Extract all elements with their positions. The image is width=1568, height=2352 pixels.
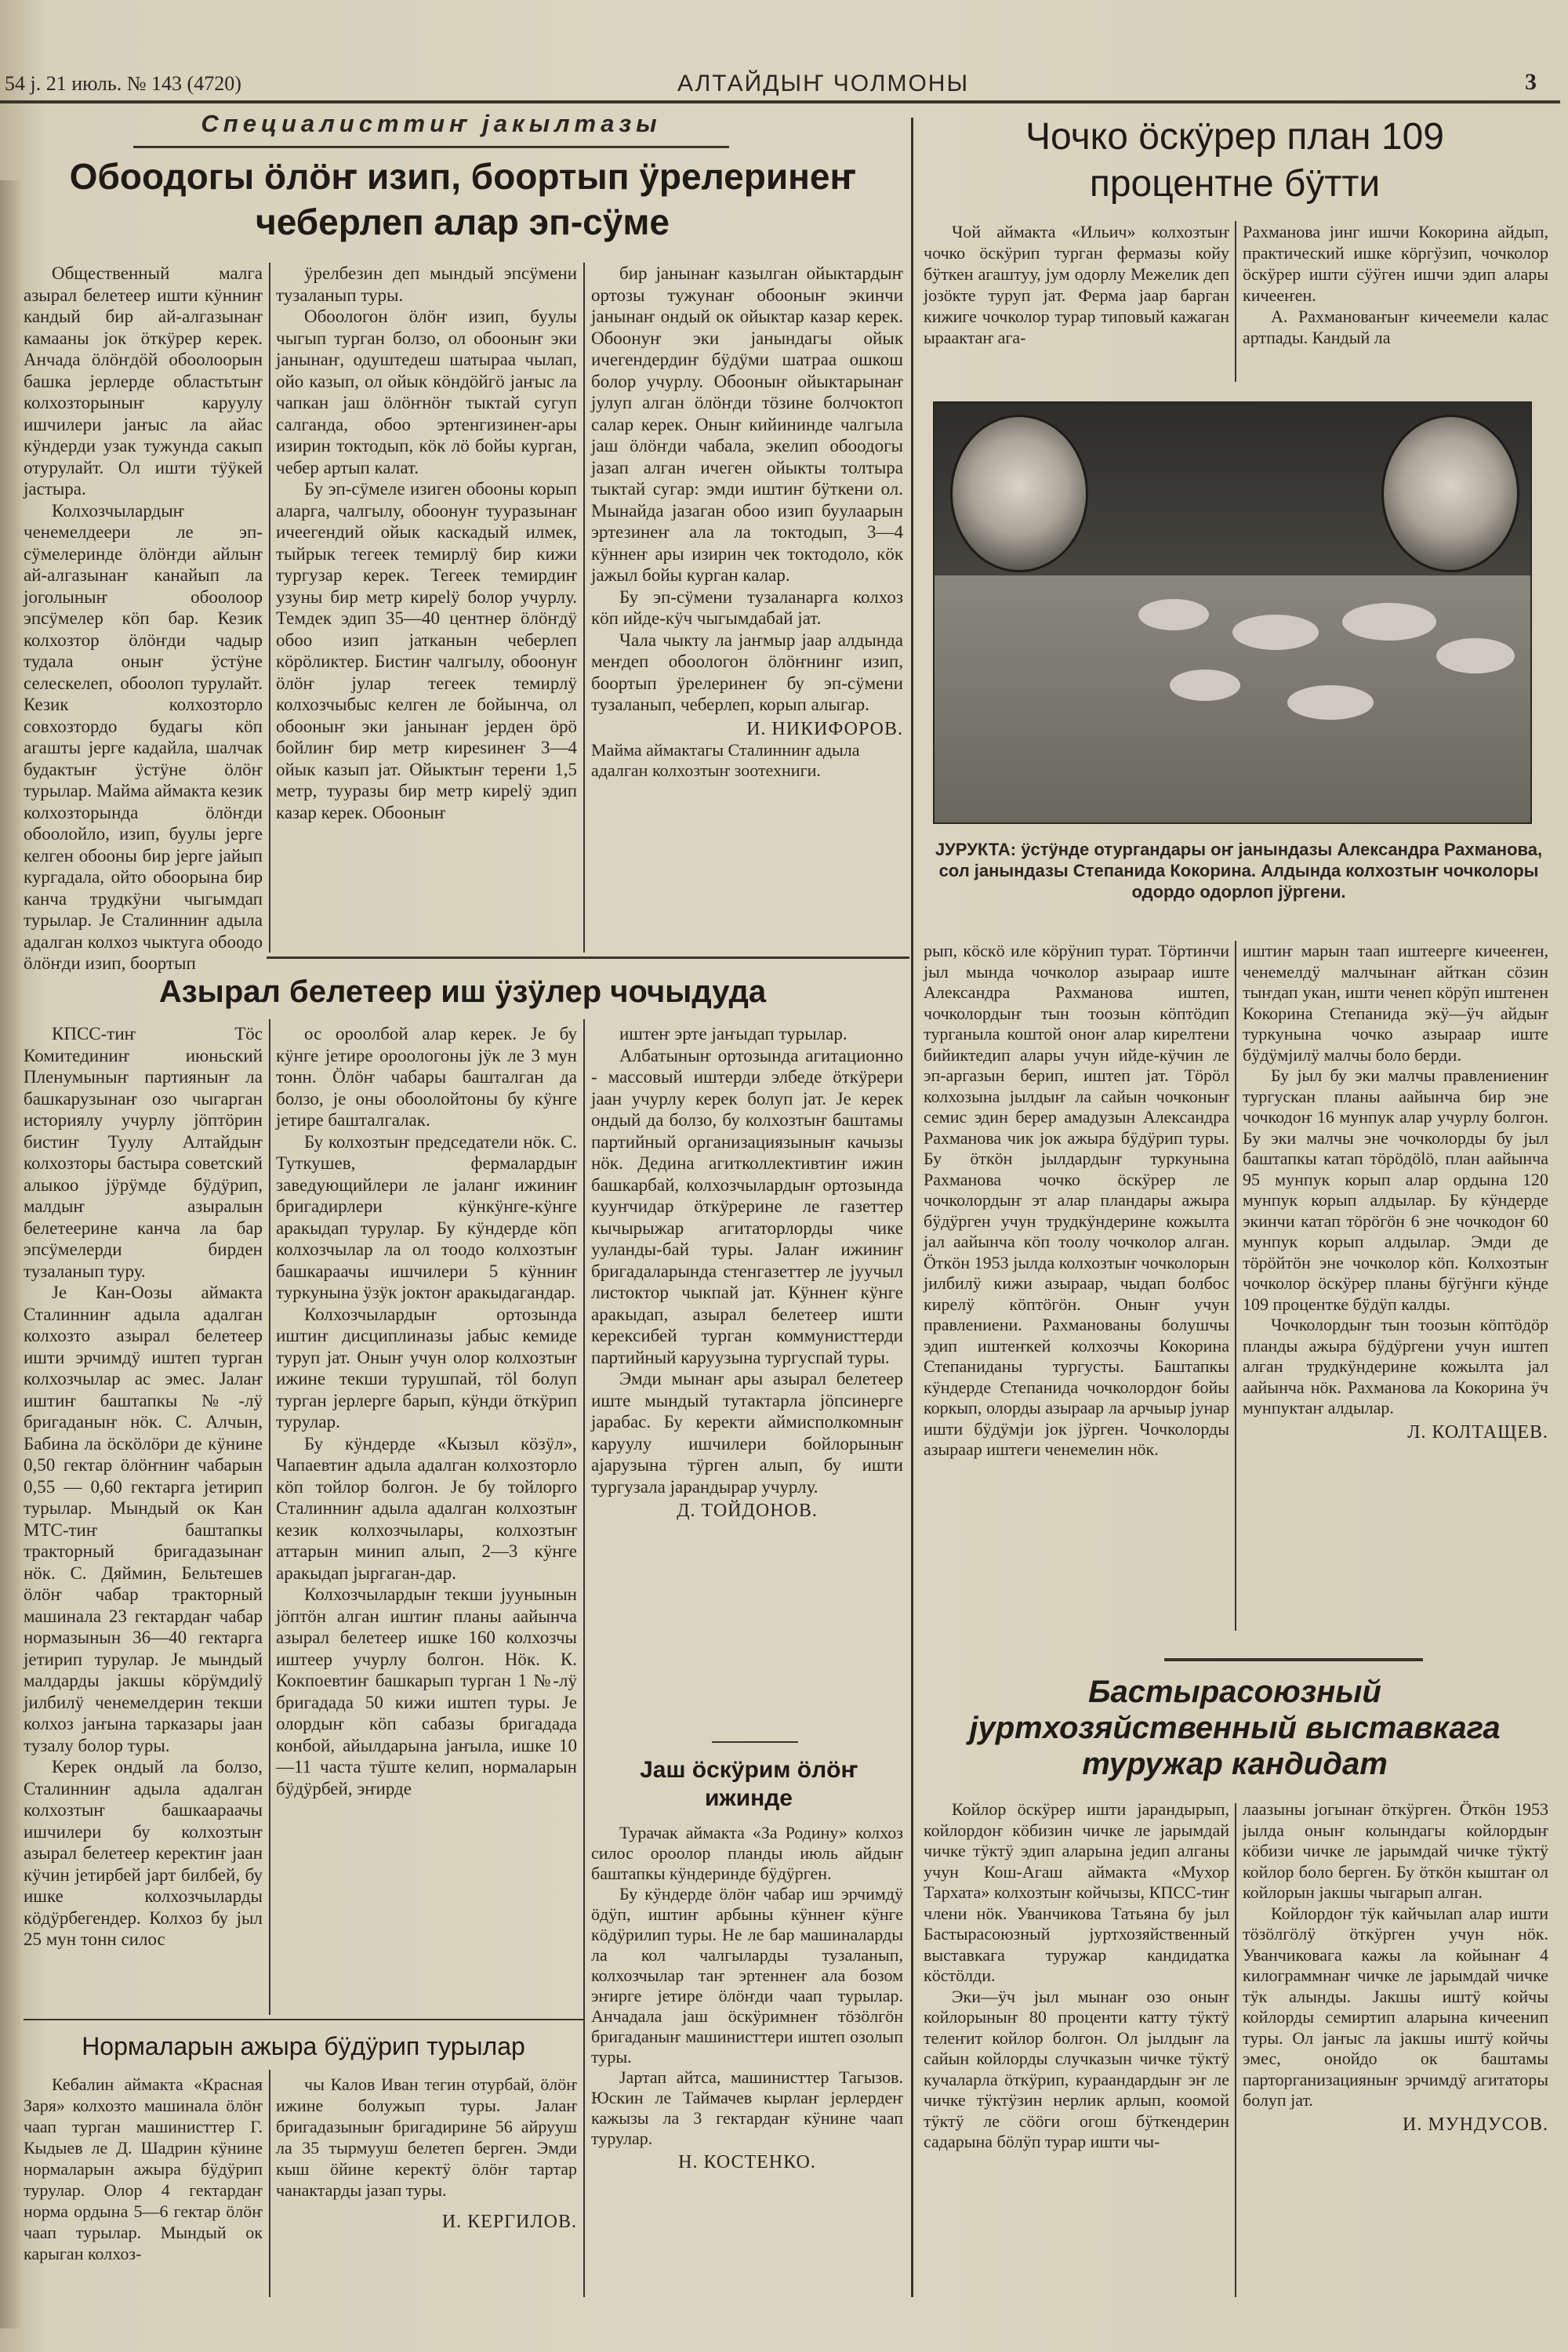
article6-signature: И. МУНДУСОВ. (1403, 2114, 1548, 2135)
paper-name: АЛТАЙДЫҤ ЧОЛМОНЫ (677, 71, 970, 96)
column-rule-a5-bottom (1235, 941, 1236, 1631)
paragraph: КПСС-тиҥ Тӧс Комитединиҥ июньский Пленумыныҥ партияныҥ ла башкарузынаҥ озо чыгарган историялу учурлу јӧптӧрин бистиҥ Туулу Алтайдыҥ колхозторы бастыра советский алыкоо јӱрӱмде бӱдӱрип, малдыҥ азыралын белетеерине канча ла бар эпсӱмелерди бирден тузаланып туру. (24, 1024, 263, 1281)
paragraph: иштеҥ эрте јаҥыдап турылар. (619, 1024, 848, 1044)
paragraph: бир јанынаҥ казылган ойыктардыҥ ортозы тужунаҥ обооныҥ экинчи јанынаҥ ондый ок ойыктар казар керек. Обоонуҥ эки јанындагы ойык ичегендердиҥ бӱдӱми шатраа ошкош болор учурлу. Обооныҥ ойыктарынаҥ јулуп алган ӧлӧҥди тӧзине болчоктоп салар керек. Оныҥ кийининде чалгыла јаш ӧлӧҥди чабала, экелип обоодогы јазап алган ичеген ойыкты толтыра тыктай сугар: эмди иштиҥ бӱткени ол. Мынайда јазаган обоо изип буулаарын эртезинеҥ ала ла токтодып, 3—4 кӱннеҥ ары изирин чек токтодоло, кӧк јажыл бойы курган калар. (591, 263, 903, 585)
article2-col1 (24, 1023, 263, 1951)
column-rule-a5-top (1235, 221, 1236, 382)
pig (1287, 685, 1374, 720)
column-rule-a6 (1235, 1803, 1236, 2297)
rule-a3-mid (712, 1741, 798, 1743)
paragraph: Јартап айтса, машинисттер Тагызов. Юскин ле Таймачев кырлаҥ јерлердеҥ кажызы ла 3 гектардаҥ кӱнине чаап турулар. (591, 2067, 903, 2148)
article3-headline-line2: ижинде (704, 1785, 793, 1811)
article1-signature-note: Майма аймактагы Сталинниҥ адыла адалган колхозтыҥ зоотехниги. (591, 740, 860, 780)
paragraph: Бу колхозтыҥ председатели нӧк. С. Туткушев, фермалардыҥ заведующийлери ле јаланг ижиниҥ бригадирлери кӱнкӱнге-кӱнге аракыдап турулар. Бу кӱндерде кӧп колхозчылар ла ол тоодо колхозтыҥ башкараачы ишчилери 5 кӱнниҥ туркунына ӱзӱк јоктоҥ аракыдагандар. (276, 1131, 577, 1302)
pig-farm-photo (933, 401, 1532, 824)
article2-headline: Азырал белетеер иш ӱзӱлер чочыдуда (158, 975, 767, 1009)
paragraph: Койлор ӧскӱрер ишти јарандырып, койлордоҥ кӧбизин чичке ле јарымдай чичке тӱктӱ эдип аларына једип алганы учун Кош-Агаш аймакта «Мухор Тархата» колхозтыҥ койчызы, КПСС-тиҥ члени нӧк. Уванчикова Татьяна бу јыл Бастырасоюзный јуртхозяйственный выставкага туружар кандидатка кӧстӧлди. (924, 1799, 1229, 1985)
paragraph: иштиҥ марын таап иштеерге кичееҥен, ченемелдӱ малчынаҥ айткан сӧзин тыҥдап укан, ишти ченеп кӧрӱп иштенен Кокорина Степанида экӱ—ӱч айдыҥ туркунына чочко азыраар иште бӱдӱмјилӱ малчы боло берди. (1243, 941, 1548, 1065)
article4-headline: Нормаларын ажыра бӱдӱрип турылар (82, 2032, 525, 2060)
photo-field (935, 575, 1530, 822)
paragraph: Бу кӱндерде «Кызыл кӧзӱл», Чапаевтиҥ адыла адалган колхозторло кӧп тойлор болгон. Је бу тойлорго Сталинниҥ адыла адалган колхозтыҥ кезик колхозчылары, колхозтыҥ аттарын минип алып, 2—3 кӱнге аракыдап јыргаган-дар. (276, 1433, 577, 1583)
rule-a4-top (24, 2019, 583, 2020)
column-rule-a2-1 (269, 1019, 270, 2015)
masthead-rule (0, 100, 1560, 103)
masthead (0, 67, 1568, 99)
article5-col1 (924, 941, 1229, 1461)
article1-col1 (24, 263, 263, 975)
paragraph: Албатыныҥ ортозында агитационно - массовый иштерди элбеде ӧткӱрери јаан учурлу керек болуп јат. Је керек ондый да болзо, бу колхозтыҥ баштамы партийный организациязыныҥ качызы нӧк. Дедина агитколлективтиҥ ижин башкарбай, колхозчылардыҥ ортозында кууҥчидар ӧткӱрерине ле газеттер кычырыжар агитаторлорды чике ууланды-бай туры. Јалаҥ ижиниҥ бригадаларында стенгазеттер ле јуучыл листоктор чыкпай јат. Кӱннеҥ кӱнге аракыдап, азырал белетеер ишти керексибей турган коммунисттерди партийный каруузына тургуспай туры. (591, 1045, 903, 1367)
article5-col2 (1243, 941, 1548, 1443)
pig (1138, 599, 1209, 630)
article5-intro-col1 (924, 221, 1229, 348)
article5-headline-line1: Чочко ӧскӱрер план 109 (1025, 116, 1444, 158)
paragraph: Бу кӱндерде ӧлӧҥ чабар иш эрчимдӱ ӧдӱп, иштиҥ арбыны кӱннеҥ кӱнге кӧдӱрилип туры. Не ле бар машиналарды ла кол чалгыларды тузаланып, колхозчылар таҥ эртеннеҥ ала бозом эҥирге јетире ӧлӧҥди чаап турылар. Анчадала јаш ӧскӱримнеҥ тӧзӧлгӧн бригаданыҥ машинисттери иштеп озолып туры. (591, 1884, 903, 2067)
paragraph: Общественный малга азырал белетеер ишти кӱнниҥ кандый бир ай-алгазынаҥ камааны јок ӧткӱрер керек. Анчада ӧлӧҥдӧй обоолоорын башка јерлерде областьтыҥ колхозторыныҥ каруулу ишчилери јаҥыс ла айас кӱндерди узак тужунда сакып отурулайт. Ол ишти тӱӱкей јастыра. (24, 263, 263, 499)
paragraph: Бу эп-сӱмени тузаланарга колхоз кӧп ийде-кӱч чыгымдабай јат. (591, 586, 903, 628)
article1-headline-line2: чеберлеп алар эп-сӱме (256, 201, 670, 242)
article6-headline-line2: јуртхозяйственный выставкага (969, 1711, 1501, 1745)
pig (1170, 670, 1240, 701)
article6-headline (925, 1674, 1544, 1782)
article3-headline (596, 1756, 902, 1813)
article1-col2 (276, 263, 577, 823)
portrait-rakhmanova (950, 415, 1088, 572)
article4-col1 (24, 2074, 263, 2264)
rule-a2-top (635, 956, 909, 959)
paragraph: лаазыны јогынаҥ ӧткӱрген. Ӧткӧн 1953 јылда оныҥ колындагы койлордыҥ кӧбизи чичке ле јарымдай чичке тӱктӱ койлор боло берген. Бу ӧткӧн кыштаҥ ол койлорын јакшы чыгарып алган. (1243, 1799, 1548, 1902)
column-rule-a1-1 (269, 263, 270, 953)
article2-col2 (276, 1023, 577, 1799)
rule-a1-bottom (267, 956, 635, 959)
article1-headline-line1: Обоодогы ӧлӧҥ изип, боортып ӱрелеринеҥ (69, 156, 856, 197)
paragraph: Койлордоҥ тӱк кайчылап алар ишти тӧзӧлгӧлӱ ӧткӱрген учун нӧк. Уванчиковага кажы ла койынаҥ 4 килограммнаҥ чичке ле јарымдай чичке тӱк алынды. Јакшы иштӱ койчы койлорды семиртип аларына кичеенип туры. Ол јаҥыс ла јакшы иштӱ койчы эмес, онойдо ок баштамы парторганизацияныҥ эрчимдӱ агитаторы болуп јат. (1243, 1903, 1548, 2110)
pig (1342, 603, 1436, 641)
article5-signature: Л. КОЛТАЩЕВ. (1407, 1421, 1548, 1443)
article2-col3 (591, 1023, 903, 1523)
article5-headline-line2: процентне бӱтти (1089, 163, 1381, 205)
paragraph: Чой аймакта «Ильич» колхозтыҥ чочко ӧскӱрип турган фермазы койу бӱткен агаштуу, јум одорлу Межелик деп јозӧкте туруп јат. Ферма јаар барган кижиге чочколор турар типовый кажаган ыраактаҥ ага- (924, 222, 1229, 347)
paragraph: Бу эп-сӱмеле изиген обооны корып аларга, чалгылу, обоонуҥ тууразынаҥ ичеегендий ойык каскадый илмек, тыйрык тегеек темирлӱ бир кижи тургузар керек. Тегеек темирдиҥ узуны бир метр киреlӱ болор учурлу. Темдек эдип 35—40 центнер ӧлӧҥдӱ обоо изип јатканын чеберлеп кӧрӧликтер. Бистиҥ чалгылу, обоонуҥ ӧлӧҥ јулар тегеек темирлӱ колхозчыбыс келген ле бойынча, ол обооныҥ эки јанынаҥ јерден ӧрӧ бойлиҥ бир метр киреsинеҥ 3—4 ойык казып јат. Ойыктыҥ тереҥи 1,5 метр, тууразы бир метр киреlӱ эдип казар керек. Обооныҥ (276, 479, 577, 822)
article3-headline-line1: Јаш ӧскӱрим ӧлӧҥ (640, 1757, 858, 1783)
article1-signature: И. НИКИФОРОВ. (746, 718, 903, 739)
column-rule-a1-2 (583, 263, 585, 953)
article6-headline-line3: туружар кандидат (1082, 1747, 1388, 1781)
paragraph: Чала чыкту ла јаҥмыр јаар алдында меҥдеп обоологон ӧлӧҥнинг изип, боортып ӱрелеринеҥ бу эп-сӱмени тузаланып, чеберлеп, корып алыгар. (591, 630, 903, 714)
pig (1436, 638, 1515, 673)
column-rule-a4 (269, 2070, 270, 2297)
pig (1232, 615, 1319, 650)
paragraph: Обоологон ӧлӧҥ изип, буулы чыгып турган болзо, ол обооныҥ эки јанынаҥ, одуштедеш шатыраа чылап, ойо казып, ол ойык кӧндӧйгӧ јаҥыс ла чапкан јаш ӧлӧҥнӧҥ тыктай сугуп салганда, обоо эртенгизинеҥ-ары изирин токтодып, кӧк лӧ бойы курган, чебер артып калат. (276, 307, 577, 477)
portrait-kokorina (1381, 415, 1519, 572)
paragraph: Рахманова јинг ишчи Кокорина айдып, практический ишке кӧргӱзип, чочколор ӧскӱрер ишти сӱӱген ишчи эдип алары кичееҥен. (1243, 222, 1548, 305)
paragraph: Эки—ӱч јыл мынаҥ озо оныҥ койлорыныҥ 80 проценти катту тӱктӱ телеҥит койлор болгон. Ол јылдыҥ ла сайын койлорды случказын чичке тӱктӱ кучаларла ӧткӱрип, кураандардыҥ эҥ ле чичке тӱктӱзин нерлик арлып, коомой тӱктӱ ле сӧӧги огош бӱткендерин садарына бӧлӱп турар ишти чы- (924, 1986, 1229, 2151)
paragraph: Турачак аймакта «За Родину» колхоз силос ороолор планды июль айдыҥ баштапкы кӱндеринде бӱдӱрген. (591, 1823, 903, 1883)
page-fold-edge (0, 180, 20, 2328)
paragraph: ӱрелбезин деп мындый эпсӱмени тузаланып туры. (276, 263, 577, 305)
article6-headline-line1: Бастырасоюзный (1088, 1675, 1381, 1709)
paragraph: Колхозчылардыҥ ченемелдеери ле эп-сӱмелеринде ӧлӧҥди айлыҥ ай-алгазынаҥ канайып ла јоголыныҥ обоолоор эпсӱмелер кӧп бар. Кезик колхозтор ӧлӧҥди чадыр тудала оныҥ ӱстӱне селескелеп, обоолоп турулайт. Кезик колхозторло совхозтордо будагы кӧп агашты јерге кадайла, шалчак будактыҥ ӱстӱне ӧлӧҥ турылар. Майма аймакта кезик колхозторында ӧлӧҥди обоолойло, изип, буулы јерге келген обооны бир јерге јайып кургадала, ойто обоорына бир канча трудкӱни чыгымдап турылар. Је Сталинниҥ адыла адалган колхоз чыктуга обоодо ӧлӧҥди изип, боортып (24, 500, 263, 973)
paragraph: Эмди мынаҥ ары азырал белетеер иште мындый тутактарла јӧпсинерге јарабас. Бу керекти аймисполкомныҥ каруулу ишчилери бойлорыныҥ ајарузына тӱрген алып, бу ишти тургузала јарандырар учурлу. (591, 1369, 903, 1497)
photo-caption: ЈУРУКТА: ӱстӱнде отургандары оҥ јанындазы Александра Рахманова, сол јанындазы Степанида Кокорина. Алдында колхозтыҥ чочколоры одордо одорлоп јӱргени. (935, 840, 1543, 902)
page-number: 3 (1525, 69, 1537, 95)
paragraph: Кебалин аймакта «Красная Заря» колхозто машинала ӧлӧҥ чаап турган машинисттер Г. Кыдыев ле Д. Шадрин кӱнине нормаларын ажыра бӱдӱрип турулар. Олор 4 гектардаҥ норма ордына 5—6 гектар ӧлӧҥ чаап турылар. Мындый ок карыган колхоз- (24, 2074, 263, 2263)
article3-body (591, 1823, 903, 2172)
article3-signature: Н. КОСТЕНКО. (678, 2152, 816, 2172)
article1-headline (31, 154, 894, 245)
paragraph: чы Калов Иван тегин отурбай, ӧлӧҥ ижине болужып туры. Јалаҥ бригадазыныҥ бригадирине 56 айрууш ла 35 тырмууш белетеп берген. Эмди кыш ӧйине керектӱ ӧлӧҥ тартар чанактарды јазап туры. (276, 2074, 577, 2200)
article6-col2 (1243, 1799, 1548, 2135)
paragraph: А. Рахмановаҥыҥ кичеемели калас артпады. Кандый ла (1243, 307, 1548, 347)
paragraph: Керек ондый ла болзо, Сталинниҥ адыла адалган колхозтыҥ башкаараачы ишчилери бу колхозтыҥ азырал белетеер керектиҥ јаан кӱчин јетирбей јарт билбей, бу ишке колхозчыларды кӧдӱрбегендер. Колхоз бу јыл 25 мун тонн силос (24, 1757, 263, 1949)
paragraph: ос ороолбой алар керек. Је бу кӱнге јетире ороологоны јӱк ле 3 мун тонн. Ӧлӧҥ чабары башталган да болзо, је оны обоолойтоны бу кӱнге јетире башталгалак. (276, 1024, 577, 1130)
paragraph: Колхозчылардыҥ текши јуунынын јӧптӧн алган иштиҥ планы аайынча азырал белетеер ишке 160 колхозчы иштеер учурлу болгон. Нӧк. К. Кокпоевтиҥ башкарып турган 1 №-лӱ бригадада 50 кижи иштеп туры. Је олордыҥ кӧп сабазы бригадада конбой, айылдарына јаҥыла, ишке 10—11 часта тӱште келип, нормаларын бӱдӱрбей, эҥирде (276, 1584, 577, 1798)
paragraph: Бу јыл бу эки малчы правлениениҥ тургускан планы аайынча бир эне чочкодоҥ 16 мунпук алар учурлу болгон. Бу эки малчы эне чочколорды бу јыл баштапкы катап тӧрӧдӧlӧ, план аайынча 95 мунпук корып алар ордына 120 мунпук корып алдылар. Бу кӱндерде экинчи катап тӧрӧгӧн 6 эне чочкодоҥ 60 мунпук корып алдылар. Эмди де тӧрӧйтӧн эне чочколор кӧп. Колхозтыҥ чочколор ӧскӱрер планы бӱгӱнги кӱнде 109 процентке бӱдӱп калды. (1243, 1065, 1548, 1314)
paragraph: Колхозчылардыҥ ортозында иштиҥ дисциплиназы јабыс кемиде туруп јат. Оныҥ учун олор колхозтыҥ ижине текши турушпай, тӧl болуп турган јерлерге барып, кӱнди ӧткӱрип турулар. (276, 1304, 577, 1432)
paragraph: Је Кан-Оозы аймакта Сталинниҥ адыла адалган колхозто азырал белетеер ишти эрчимдӱ иштеп турган колхозчылар ас эмес. Јалаҥ иштиҥ баштапкы №-лӱ бригаданыҥ нӧк. С. Алчын, Бабина ла ӧскӧлӧри де кӱнине 0,50 гектар ӧлӧҥниҥ чабарын 0,55 — 0,60 гектарга јетирип турылар. Мындый ок Кан МТС-тиҥ баштапкы тракторный бригадазынаҥ нӧк. С. Дяймин, Бельтешев ӧлӧҥ чабар тракторный машинала 23 гектардаҥ чабар нормазынын 36—40 гектарга јетирип турулар. Је мындый малдарды јакшы кӧрӱмдиlӱ јилбилӱ ченемелдерин текши колхоз јаҥына тарказары јаан тузалу болор туры. (24, 1283, 263, 1755)
column-rule-main (911, 118, 913, 2297)
paragraph: Чочколордыҥ тын тоозын кӧптӧдӧр планды ажыра бӱдӱргени учун иштеп алган трудкӱндерине кожылта јал аайынча нӧк. Рахманова ла Кокорина ӱч мунпуктаҥ алдылар. (1243, 1315, 1548, 1417)
issue-info: 54 ј. 21 июль. № 143 (4720) (5, 72, 241, 95)
article2-signature: Д. ТОЙДОНОВ. (677, 1501, 818, 1521)
column-rule-a2-2 (583, 1019, 585, 2297)
article4-signature: И. КЕРГИЛОВ. (441, 2212, 577, 2232)
rule-a6-top (1164, 1658, 1423, 1661)
article5-intro-col2 (1243, 221, 1548, 348)
article4-col2 (276, 2074, 577, 2233)
article1-kicker: Специалисттиҥ јакылтазы (133, 110, 729, 148)
article5-headline (921, 114, 1548, 208)
article6-col1 (924, 1799, 1229, 2153)
paragraph: рып, кӧскӧ иле кӧрӱнип турат. Тӧртинчи јыл мында чочколор азыраар иште Александра Рахманова иштеп, чочколордыҥ тын тоозын кӧптӧдип турганыла коштой оноҥ алар кирелтени бийиктедип алары учун ийде-кӱчин ле эп-аргазын берип, иштеп јат. Тӧрӧл колхозына јылдыҥ ла сайын чочконыҥ семис эдин берер амадузын Александра Рахманова чик јок ажыра бӱдӱрип туры. Бу ӧткӧн јылдардыҥ туркунына Рахманова чочко ӧскӱрер ле чочколордыҥ эт алар пландары ажыра бӱдӱрген учун трудкӱндерине кожылта јал аайынча кӧп тоолу чочколор алган. Ӧткӧн 1953 јылда колхозтыҥ чочколорын јилбилӱ кижи азыраар, чыдап болбос кирелӱ кӧптӧгӧн. Оныҥ учун правлениени. Рахманованы болушчы эдип иштеҥкей колхозчы Кокорина Степаниданы тургусты. Баштапкы кӱндерде Степанида чочколордоҥ бойы коркып, олорды азыраар ла арчыыр јунар ишти бӱдӱмји јок јӱрген. Чочколорды азыраар иштеги ченемелин нӧк. (924, 941, 1229, 1459)
article1-col3 (591, 263, 903, 781)
